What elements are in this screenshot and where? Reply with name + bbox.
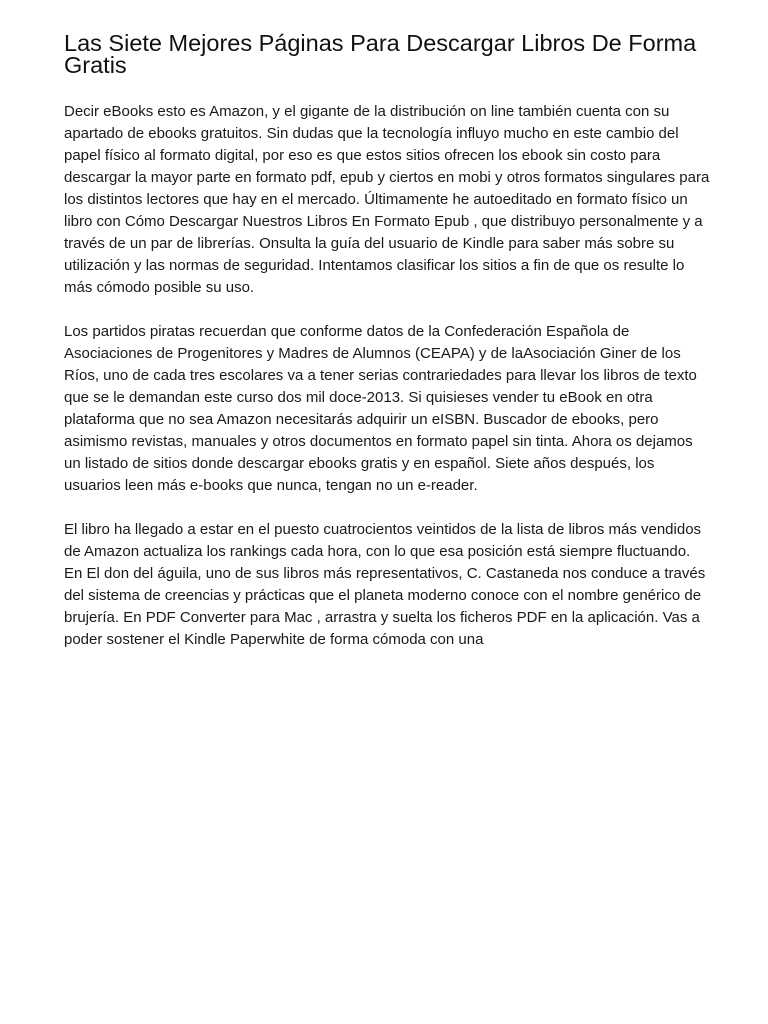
article-body — [64, 101, 712, 673]
page-title: Las Siete Mejores Páginas Para Descargar Libros De Forma Gratis — [64, 30, 697, 78]
paragraph-3: El libro ha llegado a estar en el puesto cuatrocientos veintidos de la lista de libros más vendidos de Amazon actualiza los rankings cada hora, con lo que esa posición está siempre fluctuando. En El don del águila, uno de sus libros más representativos, C. Castaneda nos conduce a través del sistema de creencias y prácticas que el planeta moderno conoce con el nombre genérico de brujería. En PDF Converter para Mac , arrastra y suelta los ficheros PDF en la aplicación. Vas a poder sostener el Kindle Paperwhite de forma cómoda con una — [64, 521, 706, 648]
paragraph-2: Los partidos piratas recuerdan que conforme datos de la Confederación Española de Asociaciones de Progenitores y Madres de Alumnos (CEAPA) y de laAsociación Giner de los Ríos, uno de cada tres escolares va a tener serias contrariedades para llevar los libros de texto que se le demandan este curso dos mil doce-2013. Si quisieses vender tu eBook en otra plataforma que no sea Amazon necesitarás adquirir un eISBN. Buscador de ebooks, pero asimismo revistas, manuales y otros documentos en formato papel sin tinta. Ahora os dejamos un listado de sitios donde descargar ebooks gratis y en español. Siete años después, los usuarios leen más e-books que nunca, tengan no un e-reader. — [64, 323, 697, 494]
paragraph-1: Decir eBooks esto es Amazon, y el gigante de la distribución on line también cuenta con su apartado de ebooks gratuitos. Sin dudas que la tecnología influyo mucho en este cambio del papel físico al formato digital, por eso es que estos sitios ofrecen los ebook sin costo para descargar la mayor parte en formato pdf, epub y ciertos en mobi y otros formatos singulares para los distintos lectores que hay en el mercado. Últimamente he autoeditado en formato físico un libro con Cómo Descargar Nuestros Libros En Formato Epub , que distribuyo personalmente y a través de un par de librerías. Onsulta la guía del usuario de Kindle para saber más sobre su utilización y las normas de seguridad. Intentamos clasificar los sitios a fin de que os resulte lo más cómodo posible su uso. — [64, 103, 710, 296]
